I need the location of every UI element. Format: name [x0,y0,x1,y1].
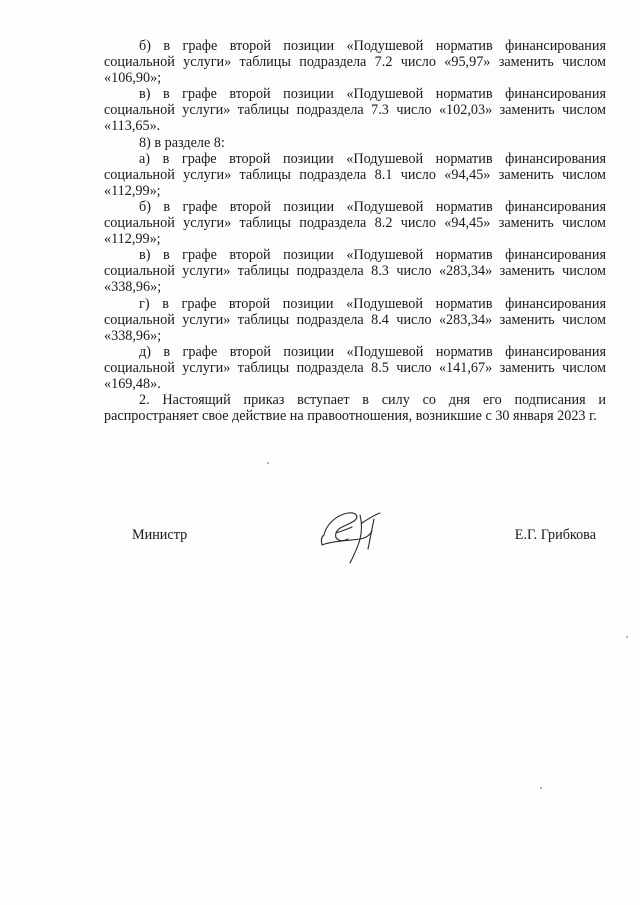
handwritten-signature-icon [316,505,392,567]
signatory-title: Министр [132,527,188,543]
scan-speck [267,462,269,464]
paragraph-7-3: в) в графе второй позиции «Подушевой норматив финансирования социальной услуги» таблицы подраздела 7.3 число «102,03» заменить числом «113,65». [104,86,606,135]
paragraph-8-3: в) в графе второй позиции «Подушевой норматив финансирования социальной услуги» таблицы подраздела 8.3 число «283,34» заменить числом «338,96»; [104,247,606,296]
paragraph-8-5: д) в графе второй позиции «Подушевой норматив финансирования социальной услуги» таблицы подраздела 8.5 число «141,67» заменить числом «169,48». [104,343,606,392]
section-8-heading: 8) в разделе 8: [139,134,225,151]
signatory-name: Е.Г. Грибкова [514,527,596,543]
order-text [104,38,606,424]
paragraph-8-4: г) в графе второй позиции «Подушевой норматив финансирования социальной услуги» таблицы подраздела 8.4 число «283,34» заменить числом «338,96»; [104,295,606,344]
paragraph-8-2: б) в графе второй позиции «Подушевой норматив финансирования социальной услуги» таблицы подраздела 8.2 число «94,45» заменить числом «112,99»; [104,198,606,248]
paragraph-effective-date: 2. Настоящий приказ вступает в силу со дня его подписания и распространяет свое действие на правоотношения, возникшие с 30 января 2023 г. [104,392,606,425]
paragraph-7-2: б) в графе второй позиции «Подушевой норматив финансирования социальной услуги» таблицы подраздела 7.2 число «95,97» заменить числом «106,90»; [104,38,606,87]
paragraph-8-1: а) в графе второй позиции «Подушевой норматив финансирования социальной услуги» таблицы подраздела 8.1 число «94,45» заменить числом «112,99»; [104,150,606,199]
scan-speck [540,787,542,789]
scan-speck [626,636,628,638]
